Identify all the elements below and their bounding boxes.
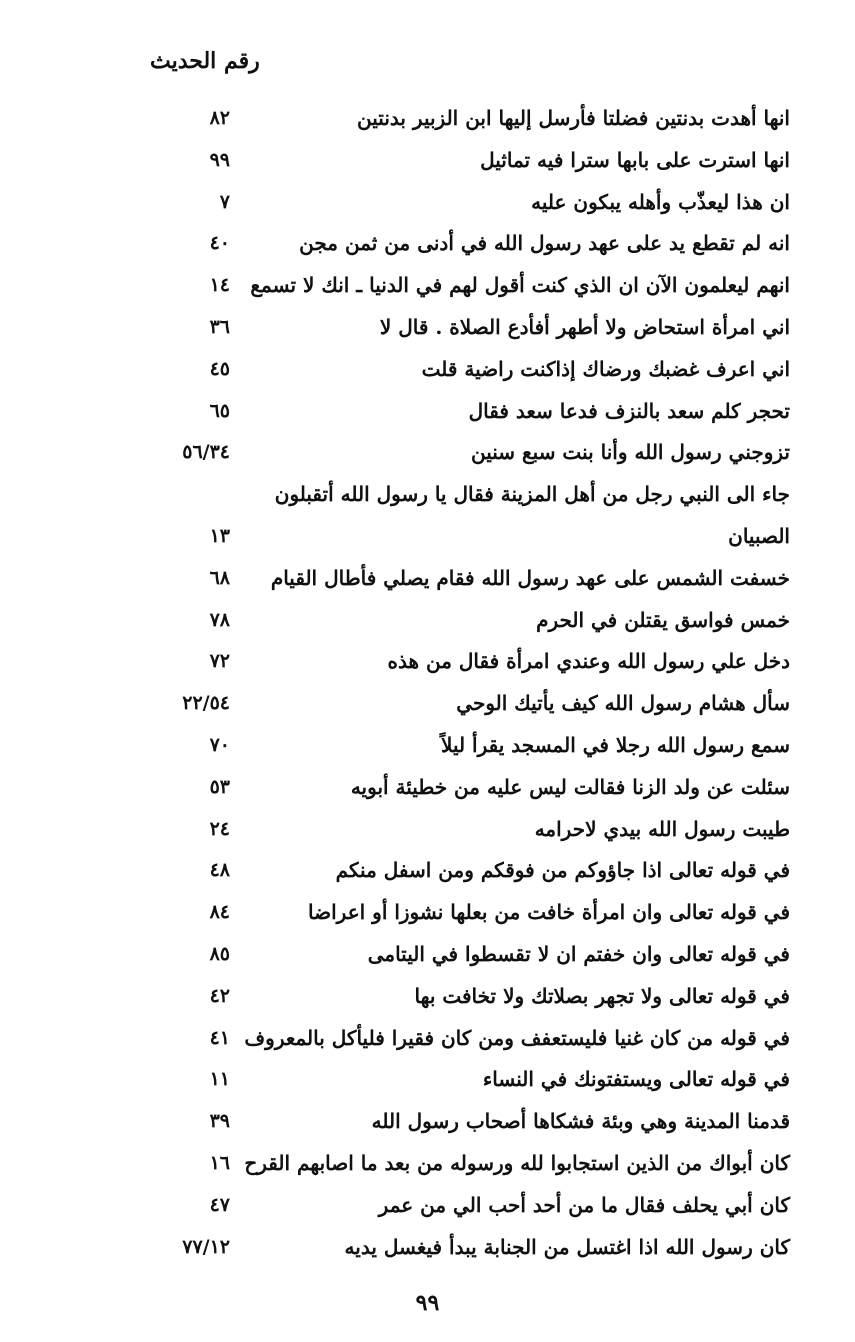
hadith-opening-text: طيبت رسول الله بيدي لاحرامه	[534, 816, 790, 841]
index-row	[150, 140, 790, 182]
hadith-number: ٧	[219, 190, 230, 213]
index-row	[150, 391, 790, 433]
hadith-number: ١١	[209, 1068, 230, 1091]
hadith-opening-text: اني امرأة استحاض ولا أطهر أفأدع الصلاة . قال لا	[379, 314, 790, 339]
page-number: ٩٩	[415, 1290, 440, 1316]
hadith-opening-text: في قوله تعالى اذا جاؤوكم من فوقكم ومن اسفل منكم	[335, 858, 790, 883]
index-row	[150, 516, 790, 558]
hadith-number: ٧٢	[209, 650, 230, 673]
index-row	[150, 558, 790, 600]
index-row	[150, 474, 790, 516]
index-row	[150, 934, 790, 976]
hadith-number: ٧٧/١٢	[182, 1235, 230, 1258]
hadith-number: ٤٥	[209, 357, 230, 380]
hadith-number: ٢٤	[209, 817, 230, 840]
hadith-opening-text: تزوجني رسول الله وأنا بنت سبع سنين	[471, 440, 790, 465]
hadith-number: ٤٧	[209, 1193, 230, 1216]
index-row	[150, 641, 790, 683]
hadith-opening-text: كان رسول الله اذا اغتسل من الجنابة يبدأ فيغسل يديه	[344, 1234, 790, 1259]
hadith-number: ٥٦/٣٤	[182, 441, 230, 464]
hadith-number: ٤٨	[209, 859, 230, 882]
hadith-number: ٤٢	[209, 984, 230, 1007]
index-row	[150, 809, 790, 851]
index-row	[150, 892, 790, 934]
hadith-opening-text: انها استرت على بابها سترا فيه تماثيل	[480, 147, 790, 172]
hadith-opening-text: سئلت عن ولد الزنا فقالت ليس عليه من خطيئة أبويه	[350, 774, 790, 799]
hadith-opening-text: في قوله تعالى وان خفتم ان لا تقسطوا في اليتامى	[367, 941, 790, 966]
hadith-opening-text: انه لم تقطع يد على عهد رسول الله في أدنى من ثمن مجن	[299, 231, 790, 256]
index-row	[150, 767, 790, 809]
hadith-opening-text: اني اعرف غضبك ورضاك إذاكنت راضية قلت	[421, 356, 790, 381]
hadith-number: ٨٢	[209, 107, 230, 129]
index-row	[150, 223, 790, 265]
index-row	[150, 432, 790, 474]
hadith-number: ١٦	[209, 1151, 230, 1174]
hadith-number: ٧٠	[209, 733, 230, 756]
hadith-number: ٧٨	[209, 608, 230, 631]
index-row	[150, 349, 790, 391]
hadith-number: ٦٨	[209, 566, 230, 589]
hadith-opening-text: كان أبواك من الذين استجابوا لله ورسوله من بعد ما اصابهم القرح	[244, 1150, 790, 1175]
index-row	[150, 265, 790, 307]
hadith-opening-text: في قوله تعالى وان امرأة خافت من بعلها نشوزا أو اعراضا	[308, 900, 790, 925]
hadith-opening-text: ان هذا ليعذّب وأهله يبكون عليه	[531, 189, 790, 214]
hadith-number: ٩٩	[209, 148, 230, 171]
hadith-opening-text: سمع رسول الله رجلا في المسجد يقرأ ليلاً	[441, 732, 790, 757]
hadith-opening-text: في قوله من كان غنيا فليستعفف ومن كان فقيرا فليأكل بالمعروف	[244, 1025, 790, 1050]
column-header: رقم الحديث	[150, 48, 260, 74]
hadith-number: ٥٣	[209, 775, 230, 798]
index-row	[150, 307, 790, 349]
hadith-number: ١٤	[209, 274, 230, 297]
hadith-number: ٦٥	[209, 399, 230, 422]
hadith-number: ٣٩	[209, 1110, 230, 1133]
index-row	[150, 600, 790, 642]
index-row	[150, 976, 790, 1018]
index-row	[150, 850, 790, 892]
hadith-opening-text: انها أهدت بدنتين فضلتا فأرسل إليها ابن الزبير بدنتين	[357, 106, 790, 130]
hadith-index-list	[150, 98, 790, 1268]
index-row	[150, 1143, 790, 1185]
hadith-number: ٤١	[209, 1026, 230, 1049]
index-row	[150, 98, 790, 140]
hadith-number: ٣٦	[209, 315, 230, 338]
hadith-opening-text: سأل هشام رسول الله كيف يأتيك الوحي	[456, 691, 790, 716]
hadith-opening-text: كان أبي يحلف فقال ما من أحد أحب الي من عمر	[378, 1192, 790, 1217]
hadith-number: ٨٤	[209, 901, 230, 924]
index-row	[150, 1185, 790, 1227]
hadith-opening-text: في قوله تعالى ويستفتونك في النساء	[482, 1067, 790, 1092]
hadith-opening-text: في قوله تعالى ولا تجهر بصلاتك ولا تخافت بها	[414, 983, 790, 1008]
hadith-opening-text: تحجر كلم سعد بالنزف فدعا سعد فقال	[468, 398, 790, 423]
index-row	[150, 182, 790, 224]
index-row	[150, 683, 790, 725]
index-row	[150, 1018, 790, 1060]
hadith-opening-text: خمس فواسق يقتلن في الحرم	[536, 607, 790, 632]
hadith-opening-text: انهم ليعلمون الآن ان الذي كنت أقول لهم في الدنيا ـ انك لا تسمع	[250, 273, 790, 298]
hadith-opening-text: الصبيان	[728, 523, 790, 548]
hadith-number: ٨٥	[209, 942, 230, 965]
index-row	[150, 1059, 790, 1101]
hadith-opening-text: جاء الى النبي رجل من أهل المزينة فقال يا رسول الله أتقبلون	[274, 482, 790, 507]
hadith-number: ٤٠	[209, 232, 230, 255]
index-row	[150, 1227, 790, 1269]
hadith-opening-text: دخل علي رسول الله وعندي امرأة فقال من هذه	[387, 649, 790, 674]
index-row	[150, 1101, 790, 1143]
hadith-opening-text: خسفت الشمس على عهد رسول الله فقام يصلي فأطال القيام	[270, 565, 790, 590]
hadith-number: ١٣	[209, 524, 230, 547]
hadith-number: ٢٢/٥٤	[182, 692, 230, 715]
index-row	[150, 725, 790, 767]
hadith-opening-text: قدمنا المدينة وهي وبئة فشكاها أصحاب رسول الله	[371, 1109, 790, 1134]
